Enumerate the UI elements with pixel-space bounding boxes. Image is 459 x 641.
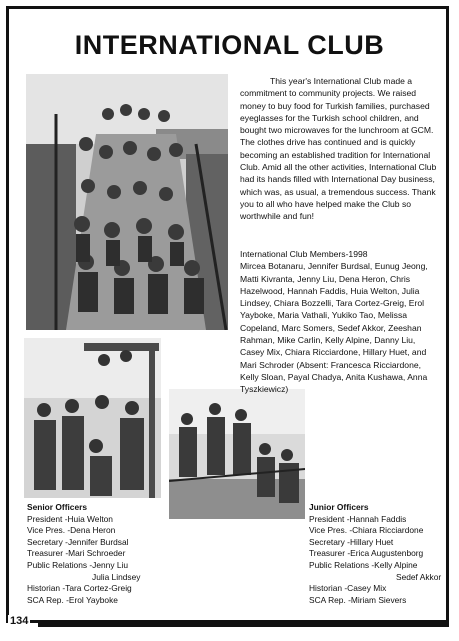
officer-row: Treasurer -Mari Schroeder bbox=[27, 548, 126, 559]
group-photo-stairs bbox=[26, 74, 228, 330]
officer-row: Public Relations -Kelly Alpine bbox=[309, 559, 418, 570]
officer-row: President -Huia Welton bbox=[27, 513, 113, 524]
page-number: 134 bbox=[10, 615, 29, 627]
officer-row: SCA Rep. -Erol Yayboke bbox=[27, 594, 118, 605]
junior-officers-heading: Junior Officers bbox=[309, 502, 369, 512]
officer-row: Secretary -Jennifer Burdsal bbox=[27, 536, 129, 547]
senior-officers-list bbox=[27, 502, 167, 606]
officer-row-continued: Julia Lindsey bbox=[92, 571, 141, 582]
club-description-text: This year's International Club made a commitment to community projects. We raised money to buy food for Turkish families, purchased eyeglasses for the Turkish school children, and bought two microwaves for the lunchroom at GCM. The clothes drive has continued and is quickly becoming an established tradition for International Club. Amid all the other activities, International Club had its hands filled with International Day business, which was, as usual, a tremendous success. Thank you to all who have helped make the Club so worthwhile and fun! bbox=[240, 76, 437, 222]
club-description bbox=[240, 75, 438, 223]
junior-officers-photo bbox=[169, 389, 305, 519]
senior-officers-heading: Senior Officers bbox=[27, 502, 88, 512]
members-section bbox=[240, 248, 438, 396]
officer-row: Vice Pres. -Chiara Ricciardone bbox=[309, 525, 424, 536]
officer-row: President -Hannah Faddis bbox=[309, 513, 407, 524]
officer-row: Treasurer -Erica Augustenborg bbox=[309, 548, 424, 559]
footer-rule bbox=[38, 623, 449, 627]
senior-officers-photo bbox=[24, 338, 161, 498]
members-heading: International Club Members-1998 bbox=[240, 249, 368, 259]
officer-row: Historian -Tara Cortez-Greig bbox=[27, 583, 132, 594]
page-title: INTERNATIONAL CLUB bbox=[74, 30, 385, 60]
junior-officers-list bbox=[309, 502, 449, 606]
officer-row: SCA Rep. -Miriam Sievers bbox=[309, 594, 407, 605]
officer-row-continued: Sedef Akkor bbox=[396, 571, 442, 582]
members-list: Mircea Botanaru, Jennifer Burdsal, Eunug Jeong, Matti Kivranta, Jenny Liu, Dena Heron, Chris Hazelwood, Hannah Faddis, Huia Welton, Julia Lindsey, Chiara Bozzelli, Tara Cortez-Greig, Erol Yayboke, Maria Vathali, Yukiko Tao, Melissa Copeland, Marc Somers, Sedef Akkor, Zeeshan Rahman, Mike Carlin, Kelly Alpine, Danny Liu, Casey Mix, Chiara Ricciardone, Hillary Huet, and Mari Schroder (Absent: Francesca Ricciardone, Kelly Sloan, Payal Chadya, Anita Kushawa, Anna Tyszkiewicz) bbox=[240, 261, 428, 395]
officer-row: Secretary -Hillary Huet bbox=[309, 536, 394, 547]
officer-row: Historian -Casey Mix bbox=[309, 583, 387, 594]
officer-row: Public Relations -Jenny Liu bbox=[27, 559, 129, 570]
officer-row: Vice Pres. -Dena Heron bbox=[27, 525, 116, 536]
